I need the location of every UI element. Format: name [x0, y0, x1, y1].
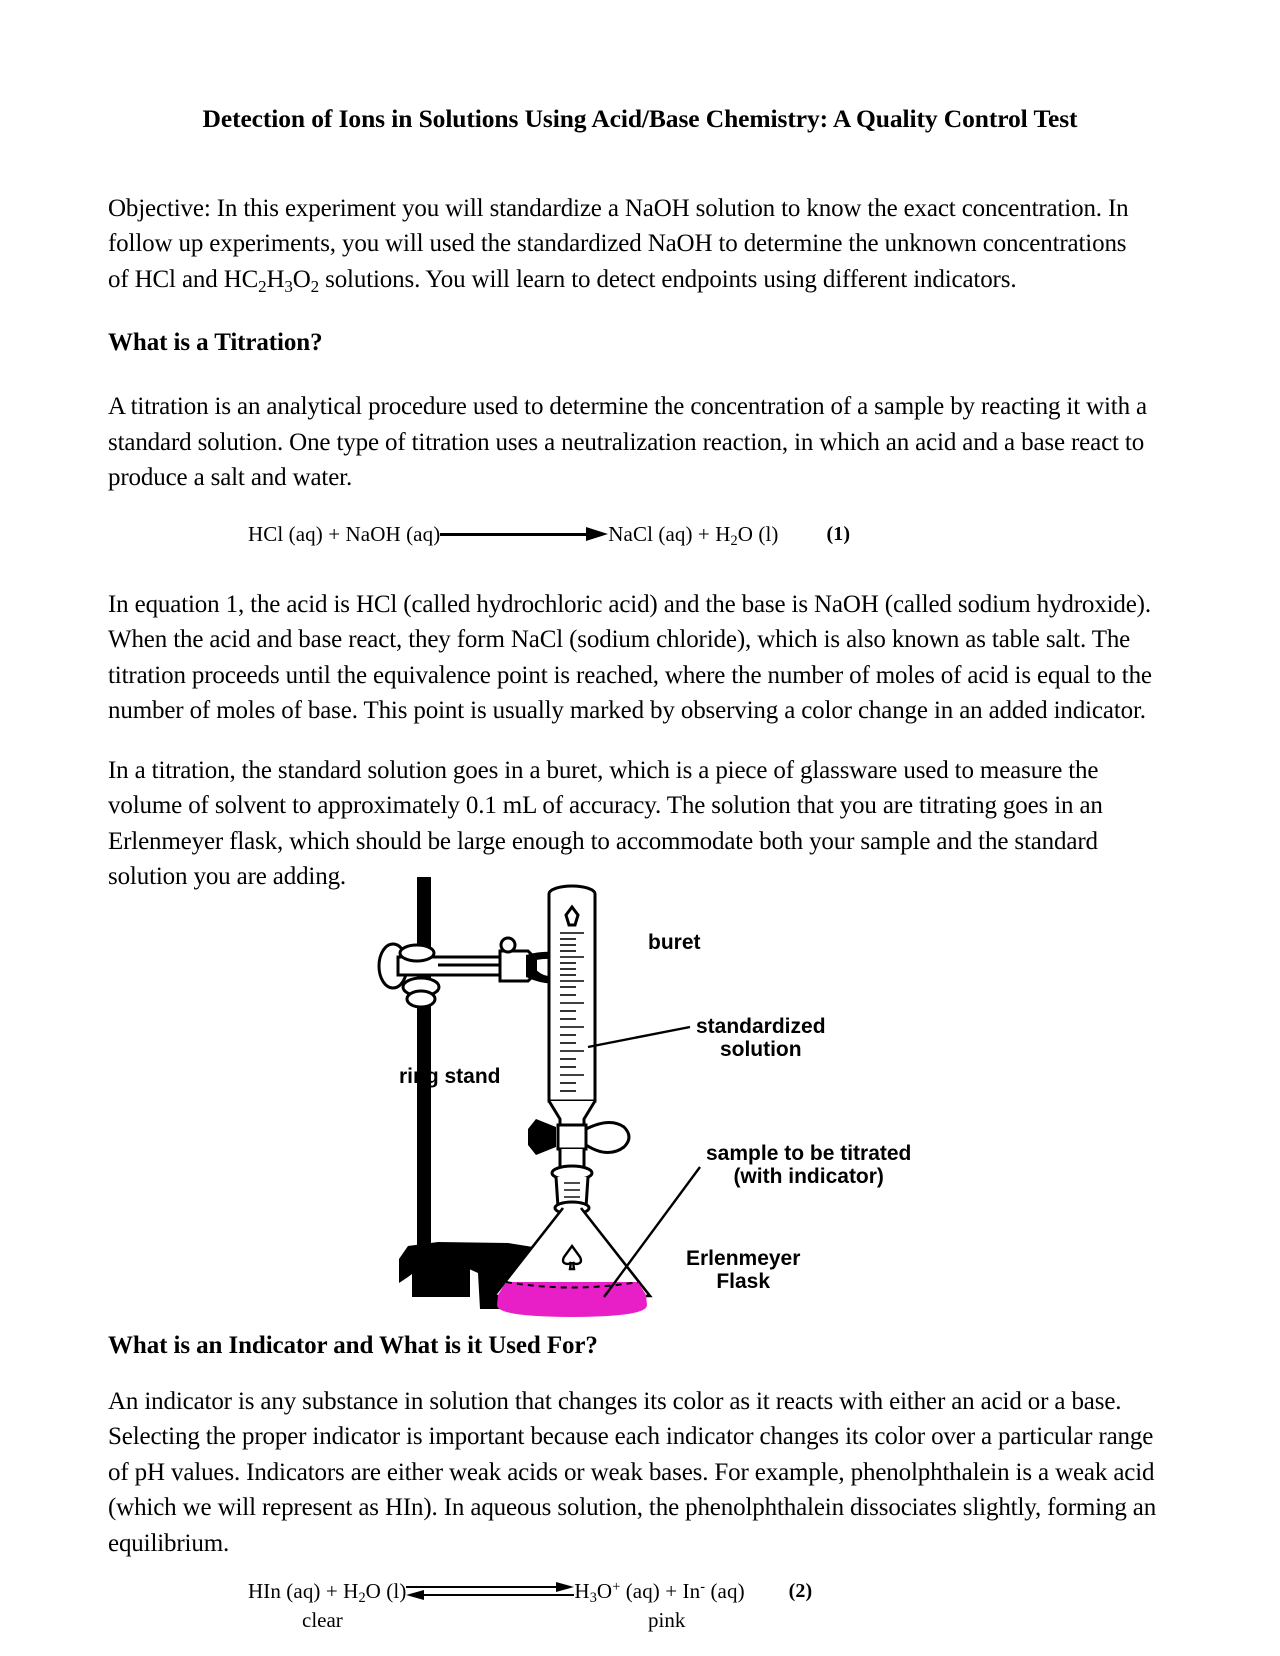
heading-what-is-an-indicator: What is an Indicator and What is it Used For?: [108, 1331, 598, 1359]
equation-2-reactants: HIn $(aq) + H_2O$ (l): [248, 1579, 407, 1607]
label-sample-to-be-titrated: [706, 1142, 911, 1189]
equation-2-captions: [248, 1608, 1172, 1638]
heading-what-is-a-titration: What is a Titration?: [108, 329, 323, 357]
buret-clamp: [379, 938, 576, 1007]
caption-pink: pink: [648, 1608, 686, 1633]
objective-paragraph: [108, 191, 1172, 298]
objective-line-3: of HCl and $HC_2H_3O_2$ solutions. You will learn to detect endpoints using different indicators.: [108, 265, 1017, 296]
titration-definition-paragraph: A titration is an analytical procedure used to determine the concentration of a sample by reacting it with a standard solution. One type of titration uses a neutralization reaction, in which an acid and a base react to produce a salt and water.: [108, 393, 1147, 492]
caption-clear: clear: [302, 1608, 343, 1633]
equation-1-products: NaCl $(aq) + H_2O$ (l): [608, 521, 779, 549]
equation-2-number: (2): [788, 1580, 813, 1603]
equilibrium-arrow-icon: [406, 1581, 574, 1603]
label-flask-line-1: Erlenmeyer: [686, 1246, 801, 1270]
label-sample-line-2: (with indicator): [733, 1165, 884, 1189]
reaction-arrow-icon: [440, 525, 608, 543]
equation-explanation-paragraph: In equation 1, the acid is HCl (called hydrochloric acid) and the base is NaOH (called sodium hydroxide). When the acid and base react, they form NaCl (sodium chloride), which is also known as table salt. The titration proceeds until the equivalence point is reached, where the number of moles of acid is equal to the number of moles of base. This point is usually marked by observing a color change in an added indicator.: [108, 590, 1152, 725]
titration-apparatus-diagram: [108, 877, 1172, 1332]
equation-1-reactants: HCl (aq) + NaOH (aq): [248, 521, 441, 546]
label-standardized-line-2: solution: [719, 1038, 802, 1062]
leader-line-standardized: [588, 1027, 690, 1047]
equation-2-products: $H_3O^+$ (aq) + In- (aq): [574, 1579, 745, 1607]
label-flask-line-2: Flask: [716, 1270, 771, 1294]
objective-line-2: follow up experiments, you will used the standardized NaOH to determine the unknown concentrations: [108, 230, 1127, 258]
label-buret: buret: [648, 930, 701, 954]
label-standardized-solution: [696, 1015, 826, 1062]
equation-2: [248, 1579, 1172, 1607]
label-sample-line-1: sample to be titrated: [706, 1141, 912, 1165]
titration-apparatus-svg: [108, 877, 1172, 1332]
label-ring-stand: ring stand: [399, 1064, 501, 1088]
page-title: Detection of Ions in Solutions Using Acid/Base Chemistry: A Quality Control Test: [202, 104, 1078, 133]
label-erlenmeyer-flask: [686, 1247, 800, 1294]
buret-description-paragraph: In a titration, the standard solution goes in a buret, which is a piece of glassware used to measure the volume of solvent to approximately 0.1 mL of accuracy. The solution that you are titrating goes in an Erlenmeyer flask, which should be large enough to accommodate both your sample and the standard solution you are adding.: [108, 756, 1103, 891]
equation-1-number: (1): [826, 522, 851, 545]
indicator-description-paragraph: An indicator is any substance in solution that changes its color as it reacts with either an acid or a base. Selecting the proper indicator is important because each indicator changes its color over a particular range of pH values. Indicators are either weak acids or weak bases. For example, phenolphthalein is a weak acid (which we will represent as HIn). In aqueous solution, the phenolphthalein dissociates slightly, forming an equilibrium.: [108, 1387, 1157, 1557]
equation-1: [248, 522, 1172, 547]
objective-line-1: Objective: In this experiment you will standardize a NaOH solution to know the exact concentration. In: [108, 194, 1129, 222]
buret-glassware: [528, 886, 629, 1233]
label-standardized-line-1: standardized: [696, 1014, 826, 1038]
